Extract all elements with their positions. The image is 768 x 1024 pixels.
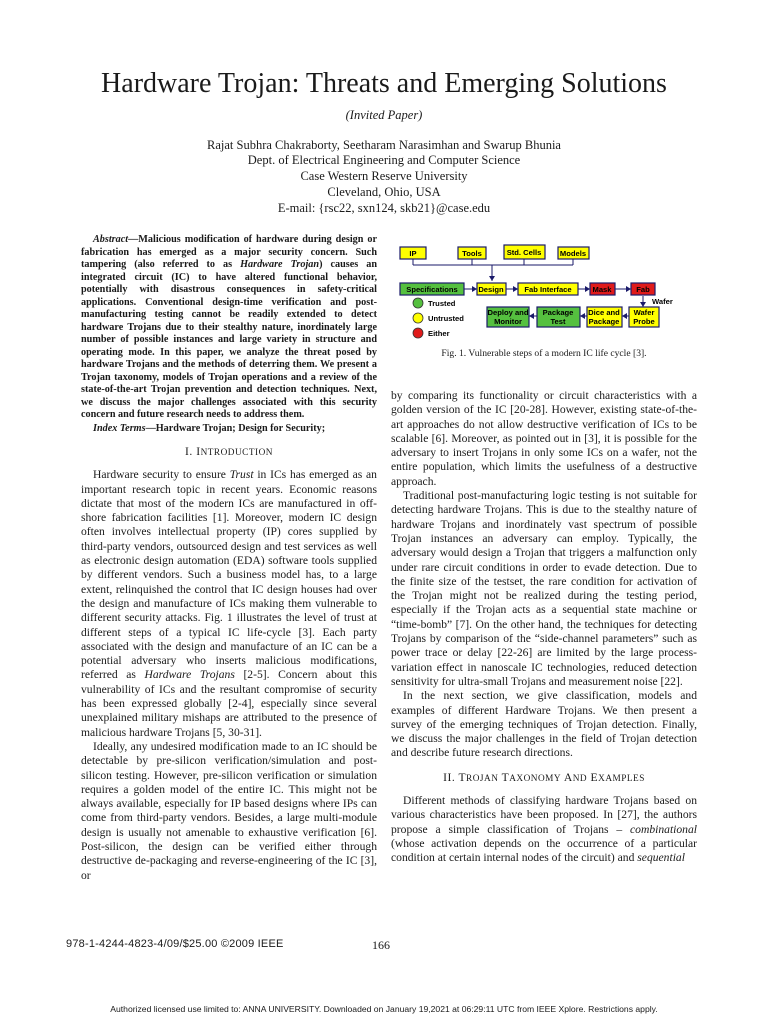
intro-p1-trust: Trust: [229, 468, 254, 482]
index-terms-text: —Hardware Trojan; Design for Security;: [145, 422, 326, 434]
box-wafer-probe-label-1: Wafer: [633, 308, 655, 317]
taxonomy-paragraph-1: [391, 794, 697, 865]
right-paragraph-outline: In the next section, we give classification, models and examples of different Hardware Trojans. We then present a survey of the emerging techniques of Trojan detection. Finally, we discuss the major challenges in the field of Trojan detection and describe future research directions.: [391, 689, 697, 760]
affiliation-email: E-mail: {rsc22, sxn124, skb21}@case.edu: [277, 201, 491, 215]
box-tools-label: Tools: [462, 249, 482, 258]
affiliation-location: Cleveland, Ohio, USA: [327, 185, 441, 199]
legend-either-label: Either: [428, 329, 450, 338]
legend: [413, 298, 464, 338]
abstract-italic-term: Hardware Trojan: [240, 259, 320, 270]
legend-either-dot: [413, 328, 423, 338]
affiliation-block: [0, 152, 768, 216]
left-column: [81, 234, 377, 883]
top-row-boxes: [400, 245, 589, 259]
box-fab-label: Fab: [636, 285, 650, 294]
section-heading-introduction: I. INTRODUCTION: [185, 445, 273, 458]
author-list: Rajat Subhra Chakraborty, Seetharam Narasimhan and Swarup Bhunia: [207, 138, 561, 152]
box-ip-label: IP: [409, 249, 417, 258]
authorized-use-notice: Authorized licensed use limited to: ANNA UNIVERSITY. Downloaded on January 19,2021 at 06:29:11 UTC from IEEE Xplore. Restrictions apply.: [110, 1004, 658, 1014]
taxonomy-p1-text-b: (whose activation depends on the occurrence of a particular condition at certain internal nodes of the circuit) and: [391, 836, 697, 865]
intro-paragraph-1: [81, 468, 377, 740]
legend-trusted-dot: [413, 298, 423, 308]
abstract-lead: Abstract: [93, 234, 129, 245]
figure-caption: Fig. 1. Vulnerable steps of a modern IC life cycle [3].: [441, 348, 647, 359]
legend-trusted-label: Trusted: [428, 299, 456, 308]
abstract-text-2: ) causes an integrated circuit (IC) to have altered functional behavior, potentially with disastrous consequences in safety-critical applications. Conventional design-time verification and post-manufacturing testing cannot be readily extended to detect hardware Trojans due to their stealthy nature, inordinately large number of possible instances and large variety in structure and operating mode. In this paper, we analyze the threat posed by hardware Trojans and the methods of deterring them. We present a Trojan taxonomy, models of Trojan operations and a review of the state-of-the-art Trojan prevention and detection techniques. Next, we discuss the major challenges associated with this security concern and future research needs to address them.: [81, 259, 377, 420]
right-paragraph-continued: by comparing its functionality or circuit characteristics with a golden version of the IC [20-28]. However, existing state-of-the-art approaches do not allow destructive verification of ICs to be scalable [6]. Moreover, as pointed out in [3], it is possible for the adversary to insert Trojans in only some ICs on a wafer, not the entire population, which limits the usefulness of a destructive approach.: [391, 389, 697, 488]
taxonomy-p1-text-a: Different methods of classifying hardware Trojans based on various characteristics have been proposed. In [27], the authors propose a simple classification of Trojans –: [391, 794, 697, 836]
legend-untrusted-dot: [413, 313, 423, 323]
intro-paragraph-2: Ideally, any undesired modification made to an IC should be detectable by pre-silicon verification/simulation and post-silicon testing. However, pre-silicon verification or simulation requires a golden model of the entire IC. This might not be always available, especially for IP based designs where IPs can come from third-party vendors. Besides, a large multi-module design is usually not amenable to exhaustive verification [6]. Post-silicon, the design can be verified either through destructive de-packaging and reverse-engineering of the IC [3], or: [81, 739, 377, 882]
box-package-test-label-1: Package: [542, 308, 574, 317]
affiliation-dept: Dept. of Electrical Engineering and Computer Science: [247, 153, 521, 167]
box-deploy-monitor-label-1: Deploy and: [487, 308, 529, 317]
taxonomy-sequential: sequential: [637, 851, 685, 865]
section-heading-taxonomy: II. TROJAN TAXONOMY AND EXAMPLES: [443, 770, 645, 784]
box-wafer-probe-label-2: Probe: [633, 317, 655, 326]
index-terms: [81, 423, 377, 436]
box-design-label: Design: [478, 285, 504, 294]
ic-life-cycle-diagram: [391, 243, 697, 343]
legend-untrusted-label: Untrusted: [428, 314, 464, 323]
box-package-test-label-2: Test: [550, 317, 566, 326]
intro-p1-hardware-trojans: Hardware Trojans: [144, 668, 235, 682]
intro-p1-text-a: Hardware security to ensure: [93, 468, 230, 482]
box-dice-package-label-2: Package: [588, 317, 620, 326]
page-number: 166: [372, 938, 390, 952]
intro-p1-text-c: [2-5]. Concern about this vulnerability of ICs and the resultant compromise of security has been expressed globally [2-4], especially since several unexplained military mishaps are attributed to the presence of malicious hardware Trojans [5, 30-31].: [81, 668, 378, 739]
taxonomy-combinational: combinational: [630, 822, 697, 836]
box-fab-interface-label: Fab Interface: [524, 285, 572, 294]
box-deploy-monitor-label-2: Monitor: [494, 317, 522, 326]
bottom-row-boxes: [487, 307, 659, 327]
paper-title: Hardware Trojan: Threats and Emerging Solutions: [101, 68, 667, 99]
box-models-label: Models: [559, 249, 587, 258]
paper-subtitle: (Invited Paper): [345, 108, 423, 122]
footer-isbn: 978-1-4244-4823-4/09/$25.00 ©2009 IEEE: [66, 938, 284, 950]
right-column: [391, 389, 697, 866]
box-dice-package-label-1: Dice and: [588, 308, 620, 317]
right-paragraph-testing: Traditional post-manufacturing logic testing is not suitable for detecting hardware Trojans. This is due to the stealthy nature of hardware Trojans and inordinately vast spectrum of possible Trojan instances an adversary can employ. Typically, the adversary would design a Trojan that triggers a malfunction only under rare circuit conditions in order to evade detection. Due to the finite size of the testset, the rare condition for activation of the Trojan might not be realized during the testing period, especially if the Trojan acts as a sequential state machine or “time-bomb” [7]. On the other hand, the techniques for detecting Trojans by comparison of the “side-channel parameters” such as power trace or delay [22-26] are limited by the large process-variation effect in nanoscale IC technologies, reduced detection sensitivity for ultra-small Trojans and measurement noise [22].: [391, 489, 697, 688]
box-std-cells-label: Std. Cells: [506, 248, 542, 257]
affiliation-university: Case Western Reserve University: [300, 169, 468, 183]
intro-p1-text-b: in ICs has emerged as an important research topic in recent years. Economic reasons dictate that most of the modern ICs are manufactured in off-shore fabrication facilities [1]. Moreover, modern IC design often involves intellectual property (IP) cores supplied by third-party vendors, outsourced design and test services as well as electronic design automation (EDA) software tools supplied by different vendors. Such a business model has, to a large extent, relinquished the control that IC design houses had over the design and manufacture of ICs making them vulnerable to different security attacks. Fig. 1 illustrates the level of trust at different steps of a typical IC life-cycle [3]. Each party associated with the design and manufacture of an IC can be a potential adversary who inserts malicious modifications, referred as: [81, 468, 377, 682]
index-terms-lead: Index Terms: [93, 422, 146, 434]
box-specifications-label: Specifications: [406, 285, 458, 294]
abstract-text-1: —Malicious modification of hardware during design or fabrication has emerged as a major security concern. Such tampering (also referred to as: [81, 234, 377, 270]
wafer-label: Wafer: [652, 297, 673, 306]
box-mask-label: Mask: [592, 285, 612, 294]
abstract: [81, 234, 377, 435]
